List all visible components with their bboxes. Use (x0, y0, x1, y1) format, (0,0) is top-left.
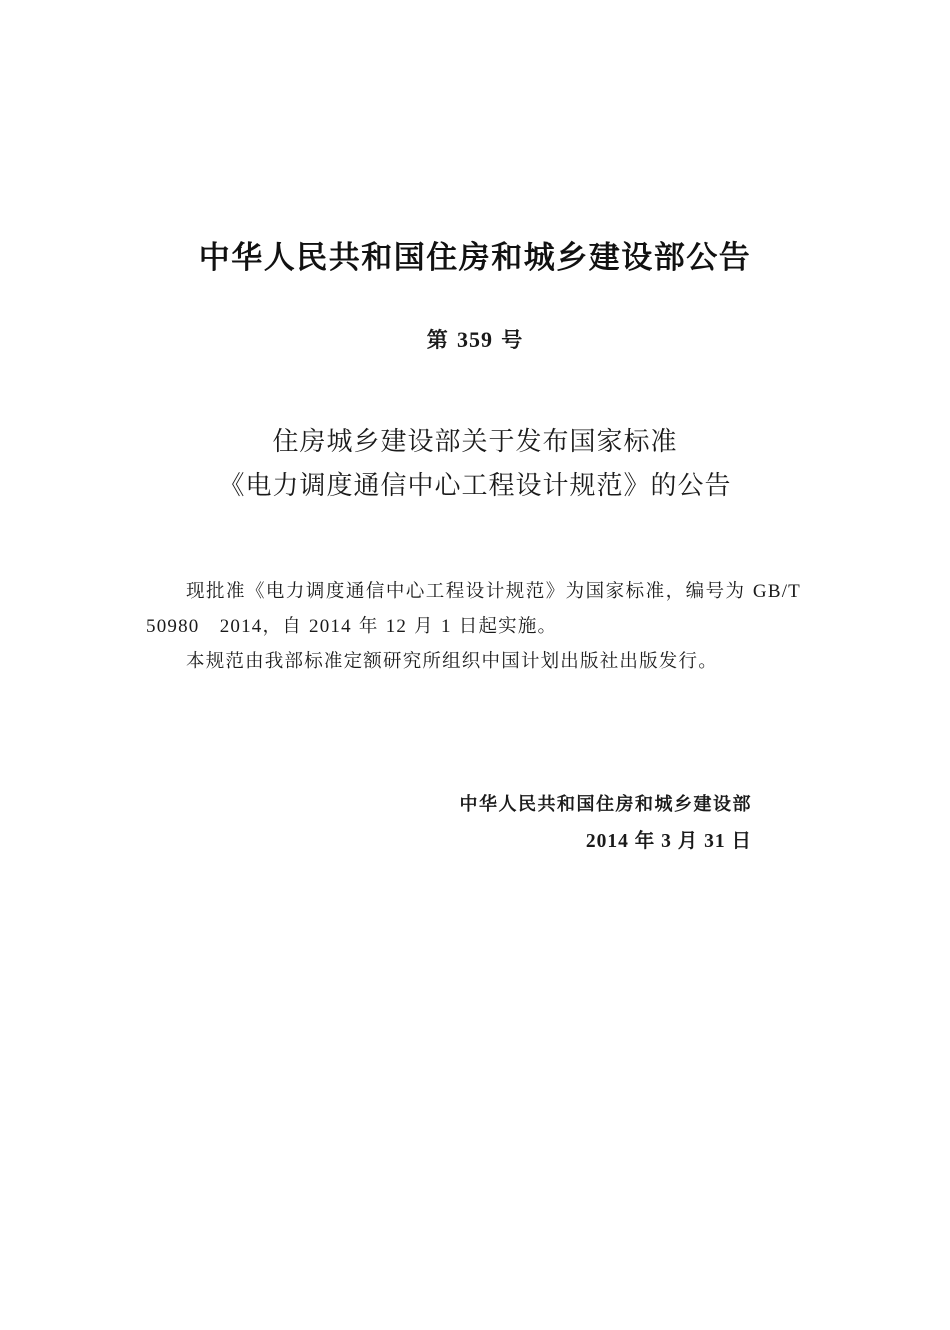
body-paragraph-1 (146, 574, 801, 644)
effective-day: 1 (440, 616, 452, 637)
notice-number (0, 324, 950, 356)
announcement-body (146, 574, 801, 679)
issuing-authority: 中华人民共和国住房和城乡建设部 (459, 794, 752, 815)
notice-number-prefix: 第 (426, 328, 457, 352)
effective-month: 12 (385, 616, 408, 637)
subtitle-line-2: 《电力调度通信中心工程设计规范》的公告 (218, 471, 732, 501)
signature-block (0, 786, 752, 860)
para1-text-d: 月 (407, 616, 441, 637)
para1-text-a: 现批准《电力调度通信中心工程设计规范》为国家标准，编号为 (186, 581, 753, 602)
notice-number-suffix: 号 (493, 328, 524, 352)
para1-text-c: 年 (351, 616, 386, 637)
para1-text-e: 日起实施。 (451, 616, 558, 637)
standard-code: GB/T 50980 2014 (146, 581, 801, 637)
announcement-subtitle (0, 420, 950, 508)
issue-date: 2014 年 3 月 31 日 (585, 831, 752, 852)
body-paragraph-2: 本规范由我部标准定额研究所组织中国计划出版社出版发行。 (186, 651, 718, 672)
subtitle-line-1: 住房城乡建设部关于发布国家标准 (272, 427, 678, 457)
effective-year: 2014 (309, 616, 352, 637)
notice-number-value: 359 (457, 327, 493, 352)
para1-text-b: ，自 (262, 616, 309, 637)
announcement-title: 中华人民共和国住房和城乡建设部公告 (198, 240, 752, 276)
